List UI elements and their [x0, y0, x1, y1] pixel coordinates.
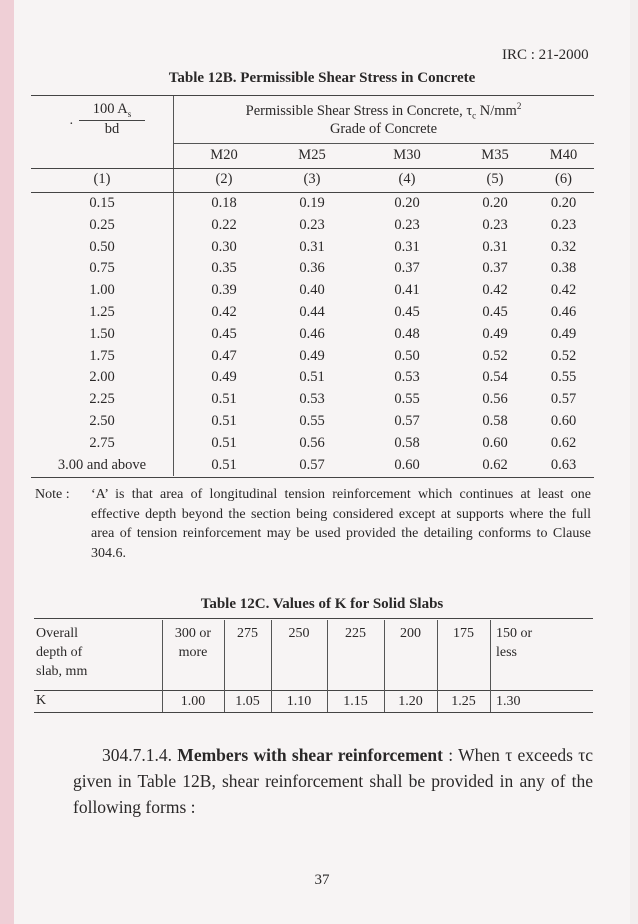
depth-cell — [224, 624, 271, 643]
stress-cell: 0.56 — [482, 391, 508, 408]
page-number: 37 — [314, 872, 330, 888]
stress-cell: 0.41 — [394, 282, 420, 299]
ratio-cell: 0.50 — [89, 238, 115, 255]
ratio-cell: 2.00 — [89, 369, 115, 386]
table-row — [31, 217, 594, 239]
table-row — [31, 369, 594, 391]
table-bottom-rule — [31, 477, 594, 478]
stray-dot: · — [69, 117, 74, 132]
stress-cell: 0.60 — [550, 413, 577, 429]
table-12c-caption: Table 12C. Values of K for Solid Slabs — [200, 596, 444, 612]
column-number: (3) — [303, 171, 321, 187]
column-numbers-rule — [31, 192, 594, 193]
column-number: (1) — [93, 171, 111, 187]
table-row — [31, 260, 594, 282]
ratio-cell: 1.75 — [89, 347, 115, 364]
depth-cell-line: less — [496, 645, 517, 660]
grade-cell: M40 — [549, 147, 578, 163]
ratio-cell: 1.25 — [89, 304, 115, 320]
table-12b-caption: Table 12B. Permissible Shear Stress in Concrete — [168, 70, 476, 86]
section-heading: Members with shear reinforcement — [177, 745, 443, 765]
stress-cell: 0.38 — [550, 260, 577, 277]
stress-cell: 0.51 — [211, 413, 237, 429]
stress-cell: 0.22 — [211, 216, 237, 233]
stress-cell: 0.36 — [299, 260, 325, 277]
depth-cell — [162, 624, 224, 662]
stress-cell: 0.51 — [211, 434, 237, 451]
ratio-cell: 0.75 — [89, 260, 115, 277]
depth-cell-line: 200 — [400, 626, 421, 641]
stress-cell: 0.23 — [482, 216, 508, 233]
stress-cell: 0.42 — [482, 282, 508, 299]
table-row — [31, 391, 594, 413]
stress-cell: 0.63 — [550, 456, 577, 473]
stress-cell: 0.60 — [482, 434, 508, 451]
stress-cell: 0.42 — [211, 304, 237, 320]
depth-label — [36, 624, 87, 681]
depth-label-line: slab, mm — [36, 664, 88, 679]
depth-cell-line: 175 — [453, 626, 474, 641]
grade-cell: M30 — [393, 147, 421, 163]
ratio-cell: 0.15 — [89, 195, 115, 211]
stress-cell: 0.50 — [394, 347, 420, 364]
stress-cell: 0.44 — [299, 304, 325, 320]
document-page — [14, 0, 630, 924]
stress-cell: 0.30 — [211, 238, 237, 255]
k-value-cell: 1.00 — [180, 694, 206, 709]
stress-cell: 0.45 — [394, 304, 420, 320]
table-row — [31, 304, 594, 326]
stress-cell: 0.46 — [299, 325, 325, 342]
stress-cell: 0.40 — [299, 282, 325, 299]
document-reference: IRC : 21-2000 — [502, 47, 589, 63]
grade-header: Grade of Concrete — [329, 121, 438, 137]
depth-cell — [271, 624, 327, 643]
table-12c — [34, 618, 593, 714]
depth-cell — [327, 624, 384, 643]
stress-cell: 0.47 — [211, 347, 237, 364]
stress-cell: 0.49 — [482, 325, 508, 342]
depth-cell-line: 275 — [237, 626, 258, 641]
stress-cell: 0.31 — [482, 238, 508, 255]
stress-cell: 0.23 — [394, 216, 420, 233]
stress-cell: 0.42 — [550, 282, 577, 299]
stress-cell: 0.48 — [394, 325, 420, 342]
stress-cell: 0.62 — [482, 456, 508, 473]
table-row — [31, 413, 594, 435]
depth-cell — [496, 624, 593, 662]
stress-cell: 0.31 — [299, 238, 325, 255]
depth-cell-line: 250 — [288, 626, 310, 641]
table-12c-top-rule — [34, 618, 593, 619]
k-value-cell: 1.30 — [496, 694, 521, 709]
k-value-cell: 1.10 — [286, 694, 312, 709]
stress-cell: 0.32 — [550, 238, 577, 255]
table-row — [31, 282, 594, 304]
stress-cell: 0.57 — [550, 391, 577, 408]
stress-cell: 0.55 — [394, 391, 420, 408]
stress-cell: 0.51 — [211, 456, 237, 473]
stress-cell: 0.52 — [550, 347, 577, 364]
tau-subscript: c — [472, 110, 477, 121]
ratio-denominator: bd — [104, 120, 120, 137]
stress-cell: 0.46 — [550, 304, 577, 320]
ratio-cell: 2.25 — [89, 391, 115, 408]
k-value-cell: 1.05 — [235, 694, 260, 709]
table-12c-mid-rule — [34, 690, 593, 691]
stress-cell: 0.58 — [482, 413, 508, 429]
depth-label-line: Overall — [36, 626, 78, 641]
stress-cell: 0.54 — [482, 369, 508, 386]
stress-cell: 0.20 — [550, 195, 577, 211]
stress-cell: 0.37 — [482, 260, 508, 277]
stress-cell: 0.58 — [394, 434, 420, 451]
depth-cell — [384, 624, 437, 643]
column-number: (2) — [215, 171, 233, 187]
table-row — [31, 457, 594, 479]
stress-cell: 0.18 — [211, 195, 237, 211]
note-label: Note : — [35, 487, 70, 502]
grade-cell: M25 — [298, 147, 326, 163]
depth-cell-line: 300 or — [174, 626, 212, 641]
header-rule — [31, 168, 594, 169]
table-12c-column-divider — [490, 620, 491, 712]
stress-cell: 0.55 — [550, 369, 577, 386]
table-row — [31, 326, 594, 348]
table-row — [31, 239, 594, 261]
k-value-cell: 1.25 — [451, 694, 476, 709]
stress-cell: 0.62 — [550, 434, 577, 451]
depth-cell-line: 150 or — [496, 626, 533, 641]
table-row — [31, 435, 594, 457]
depth-label-line: depth of — [36, 645, 83, 660]
ratio-cell: 1.50 — [89, 325, 115, 342]
note-text: ‘A’ is that area of longitudinal tension reinforcement which continues at least one effective depth beyond the section being considered except at supports where the full area of tension reinforcement may be used provided the detailing conforms to Clause 304.6. — [91, 487, 591, 561]
page-left-edge — [0, 0, 14, 924]
table-top-rule — [31, 95, 594, 96]
stress-cell: 0.57 — [394, 413, 420, 429]
ratio-cell: 2.50 — [89, 413, 115, 429]
stress-cell: 0.49 — [211, 369, 237, 386]
depth-cell-line: more — [178, 645, 208, 660]
section-number: 304.7.1.4. — [102, 745, 172, 765]
column-number: (4) — [398, 171, 416, 187]
grades-row — [31, 147, 594, 169]
stress-cell: 0.23 — [299, 216, 325, 233]
depth-cell-line: 225 — [345, 626, 366, 641]
section-paragraph — [73, 742, 593, 820]
shear-stress-header-text: Permissible Shear Stress in Concrete, τ — [245, 102, 473, 119]
stress-cell: 0.51 — [211, 391, 237, 408]
table-row — [31, 195, 594, 217]
column-number: (5) — [486, 171, 504, 187]
stress-cell: 0.51 — [299, 369, 325, 386]
stress-cell: 0.52 — [482, 347, 508, 364]
stress-cell: 0.53 — [394, 369, 420, 386]
shear-stress-header — [173, 101, 594, 121]
stress-cell: 0.23 — [550, 216, 577, 233]
grade-rule — [173, 143, 594, 144]
ratio-numerator-sub: s — [127, 108, 132, 119]
column-numbers-row — [31, 171, 594, 193]
stress-cell: 0.55 — [299, 413, 325, 429]
table-row — [31, 348, 594, 370]
ratio-header — [79, 101, 145, 138]
stress-cell: 0.45 — [482, 304, 508, 320]
ratio-cell: 3.00 and above — [57, 456, 147, 473]
ratio-cell: 2.75 — [89, 434, 115, 451]
column-number: (6) — [555, 171, 572, 187]
stress-cell: 0.39 — [211, 282, 237, 299]
stress-cell: 0.31 — [394, 238, 420, 255]
stress-cell: 0.19 — [299, 195, 325, 211]
table-12c-bottom-rule — [34, 712, 593, 713]
grade-cell: M35 — [481, 147, 509, 163]
stress-cell: 0.49 — [550, 325, 577, 342]
unit-text: N/mm — [476, 102, 517, 119]
grade-cell: M20 — [210, 147, 238, 163]
stress-cell: 0.37 — [394, 260, 420, 277]
ratio-cell: 1.00 — [89, 282, 115, 299]
k-value-cell: 1.15 — [343, 694, 368, 709]
stress-cell: 0.49 — [299, 347, 325, 364]
ratio-numerator: 100 A — [92, 101, 128, 117]
unit-superscript: 2 — [516, 101, 522, 111]
depth-cell — [437, 624, 490, 643]
stress-cell: 0.20 — [482, 195, 508, 211]
k-label: K — [36, 693, 47, 708]
stress-cell: 0.57 — [299, 456, 325, 473]
k-value-cell: 1.20 — [398, 694, 423, 709]
stress-cell: 0.53 — [299, 391, 325, 408]
stress-cell: 0.60 — [394, 456, 420, 473]
section-text: : When τ exceeds τc given in Table 12B, shear reinforcement shall be provided in any of the following forms : — [73, 745, 594, 817]
stress-cell: 0.35 — [211, 260, 237, 277]
stress-cell: 0.20 — [394, 195, 420, 211]
stress-cell: 0.45 — [211, 325, 237, 342]
stress-cell: 0.56 — [299, 434, 325, 451]
ratio-cell: 0.25 — [89, 216, 115, 233]
